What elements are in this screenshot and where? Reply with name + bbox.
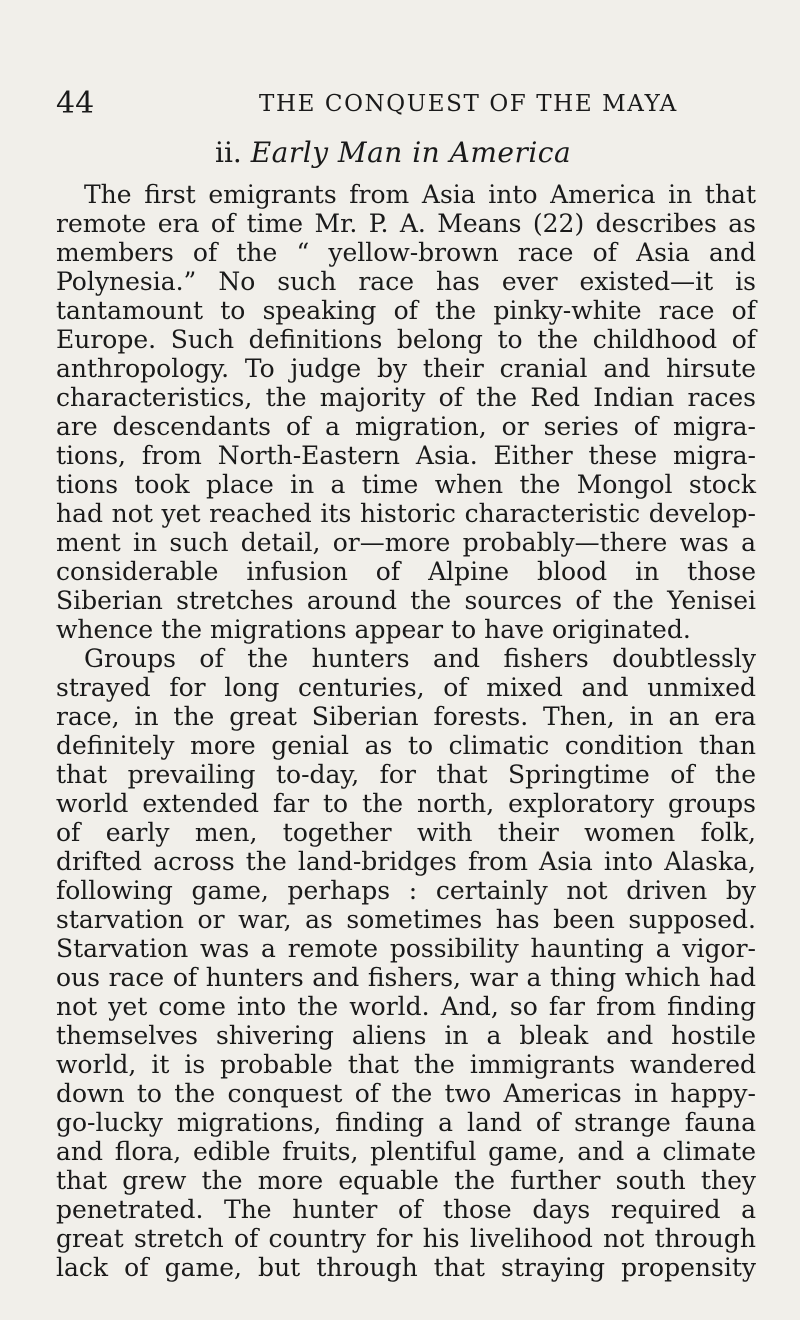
body-text <box>56 180 756 1282</box>
text-line: ous race of hunters and fishers, war a thing which had <box>56 963 756 992</box>
text-line: are descendants of a migration, or series of migra- <box>56 412 756 441</box>
text-line: Siberian stretches around the sources of the Yenisei <box>56 586 756 615</box>
text-line: Starvation was a remote possibility haunting a vigor- <box>56 934 756 963</box>
running-title: THE CONQUEST OF THE MAYA <box>259 91 678 117</box>
text-line: tions took place in a time when the Mongol stock <box>56 470 756 499</box>
text-line: world extended far to the north, exploratory groups <box>56 789 756 818</box>
text-line: starvation or war, as sometimes has been supposed. <box>56 905 756 934</box>
text-line: anthropology. To judge by their cranial and hirsute <box>56 354 756 383</box>
text-line: not yet come into the world. And, so far from finding <box>56 992 756 1021</box>
text-line: tions, from North-Eastern Asia. Either these migra- <box>56 441 756 470</box>
text-line: that grew the more equable the further south they <box>56 1166 756 1195</box>
text-line: go-lucky migrations, finding a land of strange fauna <box>56 1108 756 1137</box>
text-line: world, it is probable that the immigrants wandered <box>56 1050 756 1079</box>
text-line: and flora, edible fruits, plentiful game, and a climate <box>56 1137 756 1166</box>
text-line: remote era of time Mr. P. A. Means (22) describes as <box>56 209 756 238</box>
text-line: that prevailing to-day, for that Springtime of the <box>56 760 756 789</box>
text-line: characteristics, the majority of the Red Indian races <box>56 383 756 412</box>
text-line: following game, perhaps : certainly not driven by <box>56 876 756 905</box>
text-line: Polynesia.” No such race has ever existed—it is <box>56 267 756 296</box>
text-line: ment in such detail, or—more probably—there was a <box>56 528 756 557</box>
section-number: ii. <box>215 136 242 169</box>
text-line: tantamount to speaking of the pinky-white race of <box>56 296 756 325</box>
text-line: of early men, together with their women folk, <box>56 818 756 847</box>
text-line: members of the “ yellow-brown race of Asia and <box>56 238 756 267</box>
text-line: great stretch of country for his livelihood not through <box>56 1224 756 1253</box>
text-line: penetrated. The hunter of those days required a <box>56 1195 756 1224</box>
text-line: drifted across the land-bridges from Asia into Alaska, <box>56 847 756 876</box>
text-line: strayed for long centuries, of mixed and unmixed <box>56 673 756 702</box>
page-header <box>56 84 756 124</box>
section-heading <box>215 133 571 173</box>
text-line: down to the conquest of the two Americas in happy- <box>56 1079 756 1108</box>
text-line: had not yet reached its historic characteristic develop- <box>56 499 756 528</box>
text-line: race, in the great Siberian forests. Then, in an era <box>56 702 756 731</box>
page-number: 44 <box>56 86 95 121</box>
text-line: Europe. Such definitions belong to the childhood of <box>56 325 756 354</box>
text-line: Groups of the hunters and fishers doubtlessly <box>84 644 756 673</box>
text-line: The first emigrants from Asia into America in that <box>84 180 756 209</box>
text-line: whence the migrations appear to have originated. <box>56 615 691 644</box>
text-line: considerable infusion of Alpine blood in those <box>56 557 756 586</box>
section-title: Early Man in America <box>250 136 572 169</box>
text-line: themselves shivering aliens in a bleak and hostile <box>56 1021 756 1050</box>
text-line: definitely more genial as to climatic condition than <box>56 731 756 760</box>
text-line: lack of game, but through that straying propensity <box>56 1253 756 1282</box>
